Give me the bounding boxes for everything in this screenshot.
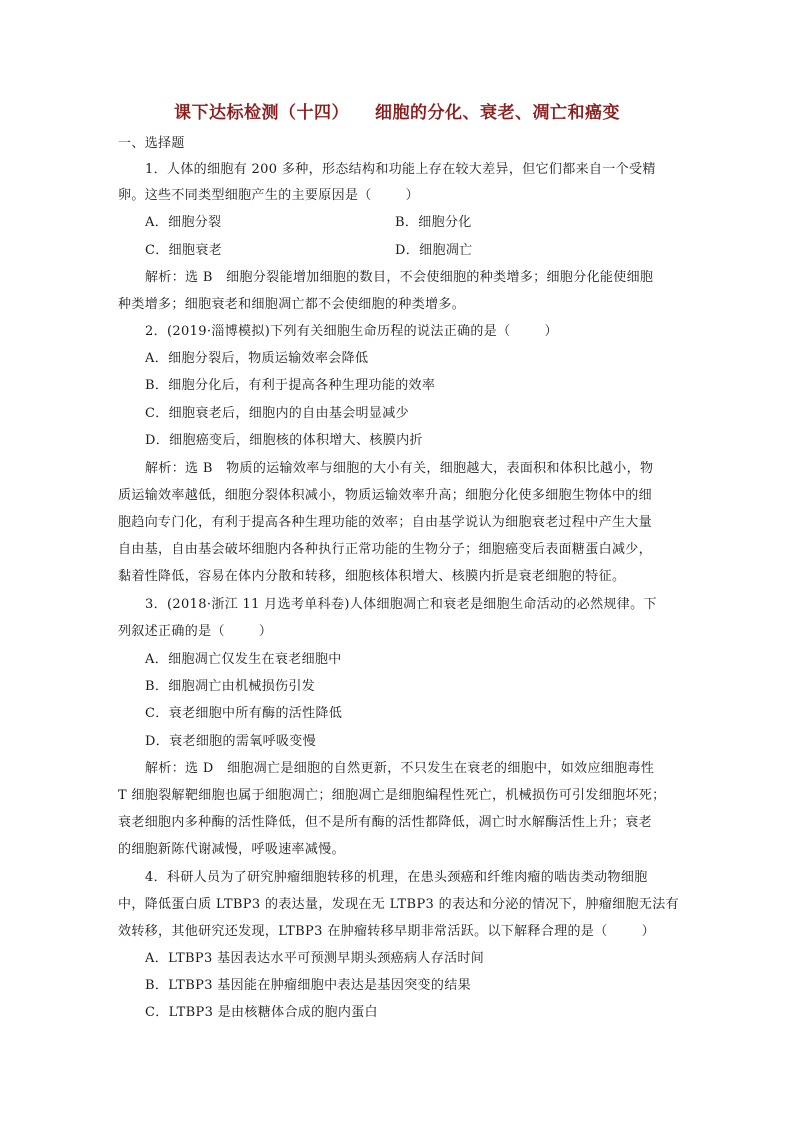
title-main: 课下达标检测（十四） <box>174 103 349 123</box>
q4-stem-line-3: 效转移，其他研究还发现，LTBP3 在肿瘤转移早期非常活跃。以下解释合理的是（ ） <box>118 924 655 939</box>
q3-option-a: A．细胞凋亡仅发生在衰老细胞中 <box>145 652 342 667</box>
q4-option-c: C．LTBP3 是由核糖体合成的胞内蛋白 <box>145 1005 378 1020</box>
q1-option-d: D．细胞凋亡 <box>395 243 473 258</box>
q4-option-a: A．LTBP3 基因表达水平可预测早期头颈癌病人存活时间 <box>145 951 485 966</box>
title-topic: 细胞的分化、衰老、凋亡和癌变 <box>375 103 620 123</box>
q4-stem-line-2: 中，降低蛋白质 LTBP3 的表达量，发现在无 LTBP3 的表达和分泌的情况下，肿瘤细胞无法有 <box>118 897 679 912</box>
q3-option-c: C．衰老细胞中所有酶的活性降低 <box>145 706 343 721</box>
section-heading: 一、选择题 <box>118 136 185 151</box>
q4-option-b: B．LTBP3 基因能在肿瘤细胞中表达是基因突变的结果 <box>145 978 471 993</box>
q4-stem-line-1: 4．科研人员为了研究肿瘤细胞转移的机理，在患头颈癌和纤维肉瘤的啮齿类动物细胞 <box>145 870 648 885</box>
q2-option-a: A．细胞分裂后，物质运输效率会降低 <box>145 351 369 366</box>
q3-stem-line-1: 3．(2018·浙江 11 月选考单科卷)人体细胞凋亡和衰老是细胞生命活动的必然规律。下 <box>145 597 657 612</box>
q2-answer-line-1: 解析：选 B 物质的运输效率与细胞的大小有关，细胞越大，表面积和体积比越小，物 <box>145 461 654 476</box>
q2-answer-line-3: 胞趋向专门化，有利于提高各种生理功能的效率；自由基学说认为细胞衰老过程中产生大量 <box>118 515 653 530</box>
q3-answer-line-3: 衰老细胞内多种酶的活性降低，但不是所有酶的活性都降低，凋亡时水解酶活性上升；衰老 <box>118 815 653 830</box>
q3-option-d: D．衰老细胞的需氧呼吸变慢 <box>145 734 316 749</box>
q1-stem-line-1: 1．人体的细胞有 200 多种，形态结构和功能上存在较大差异，但它们都来自一个受精 <box>145 162 656 177</box>
q2-stem: 2．(2019·淄博模拟)下列有关细胞生命历程的说法正确的是（ ） <box>145 324 558 339</box>
q3-answer-line-1: 解析：选 D 细胞凋亡是细胞的自然更新，不只发生在衰老的细胞中，如效应细胞毒性 <box>145 761 655 776</box>
q2-answer-line-2: 质运输效率越低，细胞分裂体积减小，物质运输效率升高；细胞分化使多细胞生物体中的细 <box>118 488 653 503</box>
q1-answer-line-1: 解析：选 B 细胞分裂能增加细胞的数目，不会使细胞的种类增多；细胞分化能使细胞 <box>145 270 654 285</box>
q2-option-c: C．细胞衰老后，细胞内的自由基会明显减少 <box>145 406 409 421</box>
q2-answer-line-4: 自由基，自由基会破坏细胞内各种执行正常功能的生物分子；细胞癌变后表面糖蛋白减少， <box>118 542 653 557</box>
q2-option-b: B．细胞分化后，有利于提高各种生理功能的效率 <box>145 378 436 393</box>
q3-option-b: B．细胞凋亡由机械损伤引发 <box>145 679 316 694</box>
q1-option-b: B．细胞分化 <box>395 215 472 230</box>
q3-answer-line-4: 的细胞新陈代谢减慢，呼吸速率减慢。 <box>118 842 345 857</box>
q2-option-d: D．细胞癌变后，细胞核的体积增大、核膜内折 <box>145 433 423 448</box>
q1-answer-line-2: 种类增多；细胞衰老和细胞凋亡都不会使细胞的种类增多。 <box>118 297 466 312</box>
q1-option-a: A．细胞分裂 <box>145 215 222 230</box>
q1-option-c: C．细胞衰老 <box>145 243 223 258</box>
q2-answer-line-5: 黏着性降低，容易在体内分散和转移，细胞核体积增大、核膜内折是衰老细胞的特征。 <box>118 569 626 584</box>
q1-stem-line-2: 卵。这些不同类型细胞产生的主要原因是（ ） <box>118 188 420 203</box>
page-title <box>0 98 794 123</box>
q3-answer-line-2: T 细胞裂解靶细胞也属于细胞凋亡；细胞凋亡是细胞编程性死亡，机械损伤可引发细胞坏死； <box>118 788 666 803</box>
q3-stem-line-2: 列叙述正确的是（ ） <box>118 624 273 639</box>
